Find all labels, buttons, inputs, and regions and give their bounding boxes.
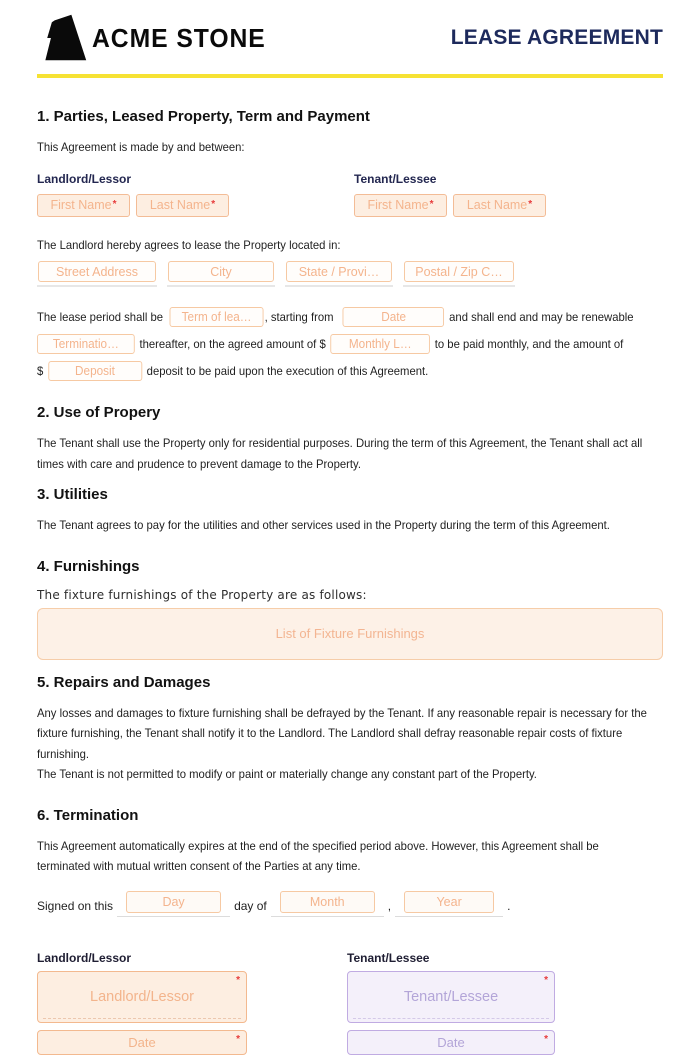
landlord-signature-label: Landlord/Lessor: [37, 950, 132, 965]
section6-paragraph: This Agreement automatically expires at the end of the specified period above. However, this Agreement shall be terminated with mutual written consent of the Parties at any time.: [37, 838, 599, 873]
tenant-first-name-input[interactable]: First Name *: [354, 194, 447, 217]
required-asterisk: *: [112, 199, 117, 210]
section1-intro: This Agreement is made by and between:: [37, 140, 245, 154]
required-asterisk: *: [528, 199, 533, 210]
termination-input[interactable]: Terminatio…: [37, 334, 135, 354]
section6-heading: 6. Termination: [37, 806, 139, 824]
term-of-lease-input[interactable]: Term of lea…: [170, 307, 264, 327]
tenant-label: Tenant/Lessee: [354, 171, 437, 186]
landlord-date-input[interactable]: Date *: [37, 1030, 247, 1055]
furnishings-textarea[interactable]: List of Fixture Furnishings: [37, 608, 663, 660]
tenant-signature-label: Tenant/Lessee: [347, 950, 430, 965]
state-province-input[interactable]: State / Provi…: [286, 261, 392, 282]
document-header: [0, 0, 700, 64]
parties-row: [37, 172, 663, 217]
signed-mid: day of: [234, 898, 267, 913]
lease-line-3: $ Deposit deposit to be paid upon the execution of this Agreement.: [37, 357, 661, 384]
year-underline: [395, 891, 503, 917]
required-asterisk: *: [544, 1033, 548, 1045]
month-underline: [271, 891, 384, 917]
year-input[interactable]: Year: [404, 891, 494, 913]
signed-on-row: [37, 891, 663, 917]
section3-paragraph: The Tenant agrees to pay for the utilities and other services used in the Property during the term of this Agreement.: [37, 518, 610, 532]
landlord-name-row: [37, 194, 354, 217]
tenant-last-name-input[interactable]: Last Name *: [453, 194, 546, 217]
required-asterisk: *: [236, 974, 240, 986]
state-underline: [285, 261, 393, 287]
document-title: LEASE AGREEMENT: [450, 26, 663, 49]
signed-prefix: Signed on this: [37, 898, 114, 913]
address-row: [37, 261, 663, 287]
month-input[interactable]: Month: [280, 891, 375, 913]
yellow-divider: [37, 74, 663, 78]
landlord-first-name-input[interactable]: First Name *: [37, 194, 130, 217]
street-underline: [37, 261, 157, 287]
address-intro: The Landlord hereby agrees to lease the Property located in:: [37, 237, 341, 252]
tenant-column: [354, 172, 546, 217]
postal-underline: [403, 261, 515, 287]
postal-zip-input[interactable]: Postal / Zip C…: [404, 261, 514, 282]
landlord-signature-column: [37, 951, 247, 1055]
lease-period-paragraph: [37, 303, 661, 384]
landlord-signature-pad[interactable]: Landlord/Lessor *: [37, 971, 247, 1023]
monthly-lease-input[interactable]: Monthly L…: [330, 334, 430, 354]
company-logo: [37, 12, 275, 64]
tenant-name-row: [354, 194, 546, 217]
section2-paragraph: The Tenant shall use the Property only for residential purposes. During the term of this Agreement, the Tenant shall act all times with care and prudence to prevent damage to the Property.: [37, 436, 643, 471]
city-input[interactable]: City: [168, 261, 274, 282]
required-asterisk: *: [544, 974, 548, 986]
deposit-input[interactable]: Deposit: [48, 361, 142, 381]
signed-comma: ,: [387, 898, 392, 913]
signatures-section: [37, 951, 663, 1055]
landlord-last-name-input[interactable]: Last Name *: [136, 194, 229, 217]
signature-line: [43, 1018, 241, 1019]
day-underline: [117, 891, 230, 917]
section1-heading: 1. Parties, Leased Property, Term and Payment: [37, 108, 370, 125]
required-asterisk: *: [211, 199, 216, 210]
signature-line: [353, 1018, 549, 1019]
section5-heading: 5. Repairs and Damages: [37, 673, 211, 691]
day-input[interactable]: Day: [126, 891, 221, 913]
tenant-signature-pad[interactable]: Tenant/Lessee *: [347, 971, 555, 1023]
signed-period: .: [507, 898, 511, 913]
logo-text: ACME STONE: [92, 22, 266, 53]
city-underline: [167, 261, 275, 287]
section4-heading: 4. Furnishings: [37, 557, 140, 575]
required-asterisk: *: [236, 1033, 240, 1045]
lease-line-2: Terminatio… thereafter, on the agreed amount of $ Monthly L… to be paid monthly, and the amount of: [37, 330, 661, 357]
tenant-signature-column: [347, 951, 555, 1055]
lease-line-1: The lease period shall be Term of lea… , starting from Date and shall end and may be renewable: [37, 303, 661, 330]
landlord-label: Landlord/Lessor: [37, 171, 132, 186]
section5-paragraph: Any losses and damages to fixture furnishing shall be defrayed by the Tenant. If any reasonable repair is necessary for the fixture furnishing, the Tenant shall notify it to the Landlord. The Landlord shall defray reasonable repair costs of fixture furnishing. The Tenant is not permitted to modify or paint or materially change any constant part of the Property.: [37, 705, 647, 781]
start-date-input[interactable]: Date: [343, 307, 445, 327]
furnishings-label: The fixture furnishings of the Property are as follows:: [37, 587, 367, 602]
section2-heading: 2. Use of Propery: [37, 404, 161, 421]
landlord-column: [37, 172, 354, 217]
stone-logo-icon: [37, 12, 89, 64]
street-address-input[interactable]: Street Address: [38, 261, 156, 282]
section3-heading: 3. Utilities: [37, 486, 108, 503]
tenant-date-input[interactable]: Date *: [347, 1030, 555, 1055]
required-asterisk: *: [429, 199, 434, 210]
